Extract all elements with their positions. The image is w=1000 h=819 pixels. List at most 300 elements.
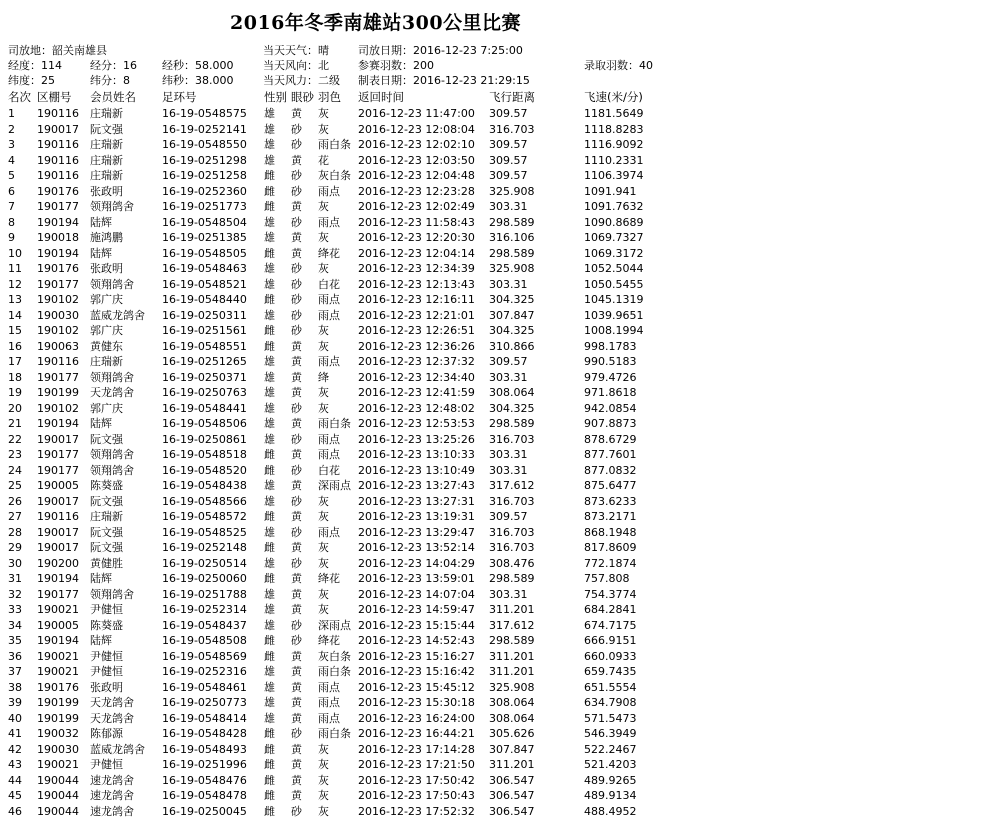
cell-return-time: 2016-12-23 17:50:42 [358,773,475,789]
table-row [0,354,1000,370]
cell-member-name: 陈葵盛 [90,478,123,494]
cell-distance: 311.201 [489,664,535,680]
cell-speed: 522.2467 [584,742,637,758]
cell-sex: 雌 [264,649,275,665]
cell-feather-color: 雨白条 [318,664,351,680]
table-row [0,695,1000,711]
cell-sex: 雌 [264,292,275,308]
cell-feather-color: 绛花 [318,571,340,587]
cell-loft: 190177 [37,447,79,463]
cell-member-name: 尹健恒 [90,602,123,618]
cell-speed: 660.0933 [584,649,637,665]
cell-distance: 317.612 [489,618,535,634]
cell-speed: 684.2841 [584,602,637,618]
cell-loft: 190017 [37,122,79,138]
table-row [0,230,1000,246]
cell-distance: 298.589 [489,416,535,432]
table-row [0,633,1000,649]
cell-feather-color: 灰 [318,230,329,246]
entries-count: 参赛羽数：200 [358,57,434,73]
table-row [0,323,1000,339]
cell-eye-sand: 黄 [291,571,302,587]
cell-feather-color: 雨点 [318,695,340,711]
cell-return-time: 2016-12-23 12:04:48 [358,168,475,184]
cell-return-time: 2016-12-23 12:04:14 [358,246,475,262]
cell-distance: 311.201 [489,649,535,665]
cell-return-time: 2016-12-23 12:26:51 [358,323,475,339]
table-row [0,509,1000,525]
cell-rank: 40 [8,711,22,727]
cell-feather-color: 深雨点 [318,478,351,494]
cell-feather-color: 灰 [318,199,329,215]
header-loft: 区棚号 [37,89,72,105]
cell-sex: 雄 [264,416,275,432]
header-return-time: 返回时间 [358,89,404,105]
cell-rank: 36 [8,649,22,665]
cell-loft: 190021 [37,602,79,618]
cell-eye-sand: 黄 [291,664,302,680]
cell-member-name: 张政明 [90,184,123,200]
cell-loft: 190005 [37,478,79,494]
cell-eye-sand: 黄 [291,478,302,494]
cell-return-time: 2016-12-23 16:24:00 [358,711,475,727]
cell-eye-sand: 黄 [291,788,302,804]
cell-ring-number: 16-19-0548441 [162,401,247,417]
table-row [0,618,1000,634]
cell-feather-color: 雨点 [318,308,340,324]
cell-eye-sand: 黄 [291,199,302,215]
cell-return-time: 2016-12-23 12:34:40 [358,370,475,386]
cell-ring-number: 16-19-0548505 [162,246,247,262]
cell-member-name: 张政明 [90,261,123,277]
table-row [0,649,1000,665]
cell-sex: 雄 [264,432,275,448]
table-row [0,463,1000,479]
longitude-degree: 经度：114 [8,57,62,73]
table-made-date: 制表日期：2016-12-23 21:29:15 [358,72,530,88]
cell-return-time: 2016-12-23 12:21:01 [358,308,475,324]
cell-return-time: 2016-12-23 12:36:26 [358,339,475,355]
cell-eye-sand: 砂 [291,308,302,324]
cell-return-time: 2016-12-23 12:37:32 [358,354,475,370]
cell-ring-number: 16-19-0548438 [162,478,247,494]
cell-member-name: 速龙鸽舍 [90,788,134,804]
header-distance: 飞行距离 [489,89,535,105]
cell-member-name: 庄瑞新 [90,168,123,184]
table-row [0,540,1000,556]
cell-loft: 190194 [37,571,79,587]
cell-feather-color: 灰 [318,742,329,758]
cell-member-name: 天龙鸽舍 [90,385,134,401]
cell-member-name: 陆辉 [90,633,112,649]
table-row [0,571,1000,587]
cell-loft: 190194 [37,215,79,231]
cell-return-time: 2016-12-23 12:03:50 [358,153,475,169]
cell-rank: 12 [8,277,22,293]
cell-speed: 873.2171 [584,509,637,525]
cell-ring-number: 16-19-0548572 [162,509,247,525]
cell-ring-number: 16-19-0252314 [162,602,247,618]
cell-distance: 311.201 [489,602,535,618]
cell-distance: 325.908 [489,184,535,200]
cell-speed: 875.6477 [584,478,637,494]
table-row [0,122,1000,138]
cell-member-name: 施鸿鹏 [90,230,123,246]
cell-rank: 43 [8,757,22,773]
longitude-minute: 经分：16 [90,57,137,73]
cell-rank: 7 [8,199,15,215]
cell-member-name: 尹健恒 [90,664,123,680]
cell-rank: 41 [8,726,22,742]
cell-feather-color: 灰 [318,602,329,618]
cell-distance: 298.589 [489,246,535,262]
cell-return-time: 2016-12-23 17:50:43 [358,788,475,804]
cell-speed: 634.7908 [584,695,637,711]
header-rank: 名次 [8,89,31,105]
cell-sex: 雌 [264,633,275,649]
cell-member-name: 黄健东 [90,339,123,355]
cell-feather-color: 花 [318,153,329,169]
cell-rank: 23 [8,447,22,463]
cell-rank: 16 [8,339,22,355]
cell-loft: 190194 [37,416,79,432]
cell-sex: 雄 [264,680,275,696]
cell-loft: 190044 [37,773,79,789]
cell-ring-number: 16-19-0250861 [162,432,247,448]
cell-sex: 雌 [264,757,275,773]
cell-speed: 1045.1319 [584,292,644,308]
cell-distance: 316.703 [489,494,535,510]
cell-rank: 42 [8,742,22,758]
cell-member-name: 陈郁源 [90,726,123,742]
cell-return-time: 2016-12-23 12:02:10 [358,137,475,153]
cell-ring-number: 16-19-0548493 [162,742,247,758]
cell-speed: 998.1783 [584,339,637,355]
cell-rank: 3 [8,137,15,153]
cell-loft: 190030 [37,308,79,324]
cell-eye-sand: 砂 [291,261,302,277]
cell-ring-number: 16-19-0252360 [162,184,247,200]
cell-eye-sand: 黄 [291,587,302,603]
table-row [0,711,1000,727]
cell-member-name: 郭广庆 [90,323,123,339]
header-speed: 飞速(米/分) [584,89,643,105]
table-row [0,788,1000,804]
cell-member-name: 庄瑞新 [90,354,123,370]
table-row [0,339,1000,355]
cell-distance: 309.57 [489,509,528,525]
cell-ring-number: 16-19-0548575 [162,106,247,122]
cell-feather-color: 灰白条 [318,168,351,184]
cell-ring-number: 16-19-0548508 [162,633,247,649]
cell-ring-number: 16-19-0548461 [162,680,247,696]
cell-ring-number: 16-19-0548428 [162,726,247,742]
cell-loft: 190177 [37,277,79,293]
cell-return-time: 2016-12-23 13:19:31 [358,509,475,525]
cell-member-name: 天龙鸽舍 [90,695,134,711]
cell-return-time: 2016-12-23 13:25:26 [358,432,475,448]
cell-feather-color: 雨点 [318,680,340,696]
cell-distance: 308.064 [489,695,535,711]
cell-sex: 雌 [264,463,275,479]
cell-sex: 雄 [264,711,275,727]
cell-speed: 1106.3974 [584,168,644,184]
cell-rank: 27 [8,509,22,525]
cell-member-name: 庄瑞新 [90,509,123,525]
cell-speed: 1116.9092 [584,137,644,153]
cell-speed: 873.6233 [584,494,637,510]
cell-speed: 757.808 [584,571,630,587]
table-row [0,447,1000,463]
cell-feather-color: 雨点 [318,447,340,463]
cell-loft: 190017 [37,432,79,448]
cell-speed: 1052.5044 [584,261,644,277]
cell-feather-color: 灰 [318,587,329,603]
cell-return-time: 2016-12-23 13:27:31 [358,494,475,510]
cell-member-name: 尹健恒 [90,649,123,665]
cell-loft: 190199 [37,385,79,401]
cell-eye-sand: 黄 [291,695,302,711]
cell-feather-color: 雨白条 [318,726,351,742]
cell-ring-number: 16-19-0548520 [162,463,247,479]
table-row [0,478,1000,494]
cell-sex: 雄 [264,385,275,401]
cell-distance: 303.31 [489,447,528,463]
cell-loft: 190102 [37,401,79,417]
cell-member-name: 领翔鸽舍 [90,447,134,463]
cell-loft: 190102 [37,292,79,308]
cell-return-time: 2016-12-23 17:21:50 [358,757,475,773]
cell-speed: 1091.941 [584,184,637,200]
cell-rank: 37 [8,664,22,680]
cell-rank: 35 [8,633,22,649]
table-row [0,525,1000,541]
cell-return-time: 2016-12-23 11:47:00 [358,106,475,122]
cell-eye-sand: 砂 [291,494,302,510]
cell-eye-sand: 砂 [291,432,302,448]
cell-eye-sand: 砂 [291,633,302,649]
cell-rank: 34 [8,618,22,634]
table-row [0,416,1000,432]
cell-loft: 190017 [37,494,79,510]
cell-loft: 190032 [37,726,79,742]
table-row [0,757,1000,773]
cell-feather-color: 雨点 [318,292,340,308]
cell-return-time: 2016-12-23 13:10:33 [358,447,475,463]
cell-rank: 15 [8,323,22,339]
cell-eye-sand: 黄 [291,339,302,355]
cell-ring-number: 16-19-0548504 [162,215,247,231]
table-row [0,153,1000,169]
cell-sex: 雌 [264,540,275,556]
cell-speed: 674.7175 [584,618,637,634]
cell-speed: 1039.9651 [584,308,644,324]
cell-return-time: 2016-12-23 15:15:44 [358,618,475,634]
cell-sex: 雌 [264,742,275,758]
cell-member-name: 阮文强 [90,432,123,448]
cell-feather-color: 雨点 [318,215,340,231]
cell-speed: 1008.1994 [584,323,644,339]
cell-speed: 489.9134 [584,788,637,804]
cell-speed: 1118.8283 [584,122,644,138]
cell-rank: 9 [8,230,15,246]
cell-sex: 雌 [264,323,275,339]
cell-member-name: 阮文强 [90,122,123,138]
cell-feather-color: 灰 [318,540,329,556]
cell-return-time: 2016-12-23 12:20:30 [358,230,475,246]
cell-return-time: 2016-12-23 13:29:47 [358,525,475,541]
cell-sex: 雄 [264,525,275,541]
cell-feather-color: 白花 [318,277,340,293]
cell-member-name: 庄瑞新 [90,106,123,122]
cell-feather-color: 雨白条 [318,416,351,432]
cell-rank: 5 [8,168,15,184]
header-member-name: 会员姓名 [90,89,136,105]
cell-feather-color: 绛花 [318,633,340,649]
cell-feather-color: 白花 [318,463,340,479]
cell-member-name: 尹健恒 [90,757,123,773]
cell-rank: 45 [8,788,22,804]
cell-distance: 298.589 [489,633,535,649]
cell-loft: 190194 [37,246,79,262]
cell-loft: 190177 [37,587,79,603]
cell-rank: 4 [8,153,15,169]
cell-member-name: 陆辉 [90,215,112,231]
cell-sex: 雌 [264,339,275,355]
cell-loft: 190044 [37,788,79,804]
cell-distance: 304.325 [489,323,535,339]
cell-ring-number: 16-19-0250311 [162,308,247,324]
cell-speed: 1091.7632 [584,199,644,215]
cell-ring-number: 16-19-0548569 [162,649,247,665]
cell-distance: 309.57 [489,106,528,122]
cell-sex: 雄 [264,478,275,494]
cell-return-time: 2016-12-23 11:58:43 [358,215,475,231]
table-header [0,89,1000,103]
cell-rank: 25 [8,478,22,494]
cell-ring-number: 16-19-0251561 [162,323,247,339]
cell-return-time: 2016-12-23 15:16:42 [358,664,475,680]
cell-loft: 190194 [37,633,79,649]
table-row [0,184,1000,200]
cell-rank: 39 [8,695,22,711]
cell-loft: 190116 [37,168,79,184]
cell-member-name: 黄健胜 [90,556,123,572]
table-row [0,308,1000,324]
table-row [0,246,1000,262]
cell-return-time: 2016-12-23 15:30:18 [358,695,475,711]
cell-speed: 666.9151 [584,633,637,649]
cell-loft: 190116 [37,153,79,169]
table-row [0,199,1000,215]
cell-distance: 303.31 [489,199,528,215]
cell-return-time: 2016-12-23 12:34:39 [358,261,475,277]
cell-ring-number: 16-19-0548506 [162,416,247,432]
cell-return-time: 2016-12-23 17:14:28 [358,742,475,758]
cell-ring-number: 16-19-0251385 [162,230,247,246]
cell-member-name: 速龙鸽舍 [90,804,134,819]
table-row [0,680,1000,696]
table-row [0,664,1000,680]
cell-eye-sand: 黄 [291,540,302,556]
cell-loft: 190021 [37,664,79,680]
cell-member-name: 阮文强 [90,540,123,556]
cell-ring-number: 16-19-0251996 [162,757,247,773]
cell-eye-sand: 黄 [291,370,302,386]
longitude-second: 经秒：58.000 [162,57,234,73]
cell-member-name: 蓝威龙鸽舍 [90,308,145,324]
cell-ring-number: 16-19-0250371 [162,370,247,386]
cell-eye-sand: 砂 [291,804,302,819]
cell-return-time: 2016-12-23 12:02:49 [358,199,475,215]
cell-distance: 316.703 [489,432,535,448]
cell-member-name: 陆辉 [90,246,112,262]
cell-ring-number: 16-19-0548550 [162,137,247,153]
cell-loft: 190199 [37,711,79,727]
cell-sex: 雄 [264,137,275,153]
cell-feather-color: 绛花 [318,246,340,262]
cell-rank: 33 [8,602,22,618]
cell-distance: 316.106 [489,230,535,246]
cell-rank: 18 [8,370,22,386]
cell-ring-number: 16-19-0251258 [162,168,247,184]
cell-eye-sand: 黄 [291,106,302,122]
cell-loft: 190116 [37,137,79,153]
cell-speed: 1050.5455 [584,277,644,293]
cell-speed: 772.1874 [584,556,637,572]
cell-feather-color: 灰 [318,788,329,804]
cell-rank: 11 [8,261,22,277]
cell-rank: 31 [8,571,22,587]
cell-ring-number: 16-19-0251265 [162,354,247,370]
cell-member-name: 郭广庆 [90,401,123,417]
cell-sex: 雄 [264,664,275,680]
cell-sex: 雄 [264,106,275,122]
cell-speed: 1090.8689 [584,215,644,231]
cell-feather-color: 灰白条 [318,649,351,665]
cell-return-time: 2016-12-23 14:59:47 [358,602,475,618]
cell-speed: 651.5554 [584,680,637,696]
cell-sex: 雄 [264,261,275,277]
table-row [0,494,1000,510]
cell-distance: 304.325 [489,401,535,417]
cell-feather-color: 绛 [318,370,329,386]
header-ring-number: 足环号 [162,89,197,105]
cell-distance: 309.57 [489,168,528,184]
cell-feather-color: 灰 [318,401,329,417]
cell-sex: 雄 [264,153,275,169]
table-row [0,168,1000,184]
cell-ring-number: 16-19-0250773 [162,695,247,711]
cell-rank: 20 [8,401,22,417]
table-row [0,370,1000,386]
cell-loft: 190030 [37,742,79,758]
cell-feather-color: 灰 [318,804,329,819]
cell-return-time: 2016-12-23 12:23:28 [358,184,475,200]
cell-rank: 17 [8,354,22,370]
cell-rank: 26 [8,494,22,510]
cell-speed: 1069.7327 [584,230,644,246]
cell-return-time: 2016-12-23 12:41:59 [358,385,475,401]
cell-distance: 316.703 [489,122,535,138]
page-title: 2016年冬季南雄站300公里比赛 [230,8,521,35]
cell-ring-number: 16-19-0250514 [162,556,247,572]
table-row [0,215,1000,231]
cell-member-name: 领翔鸽舍 [90,587,134,603]
cell-feather-color: 灰 [318,106,329,122]
cell-distance: 308.476 [489,556,535,572]
cell-sex: 雄 [264,122,275,138]
